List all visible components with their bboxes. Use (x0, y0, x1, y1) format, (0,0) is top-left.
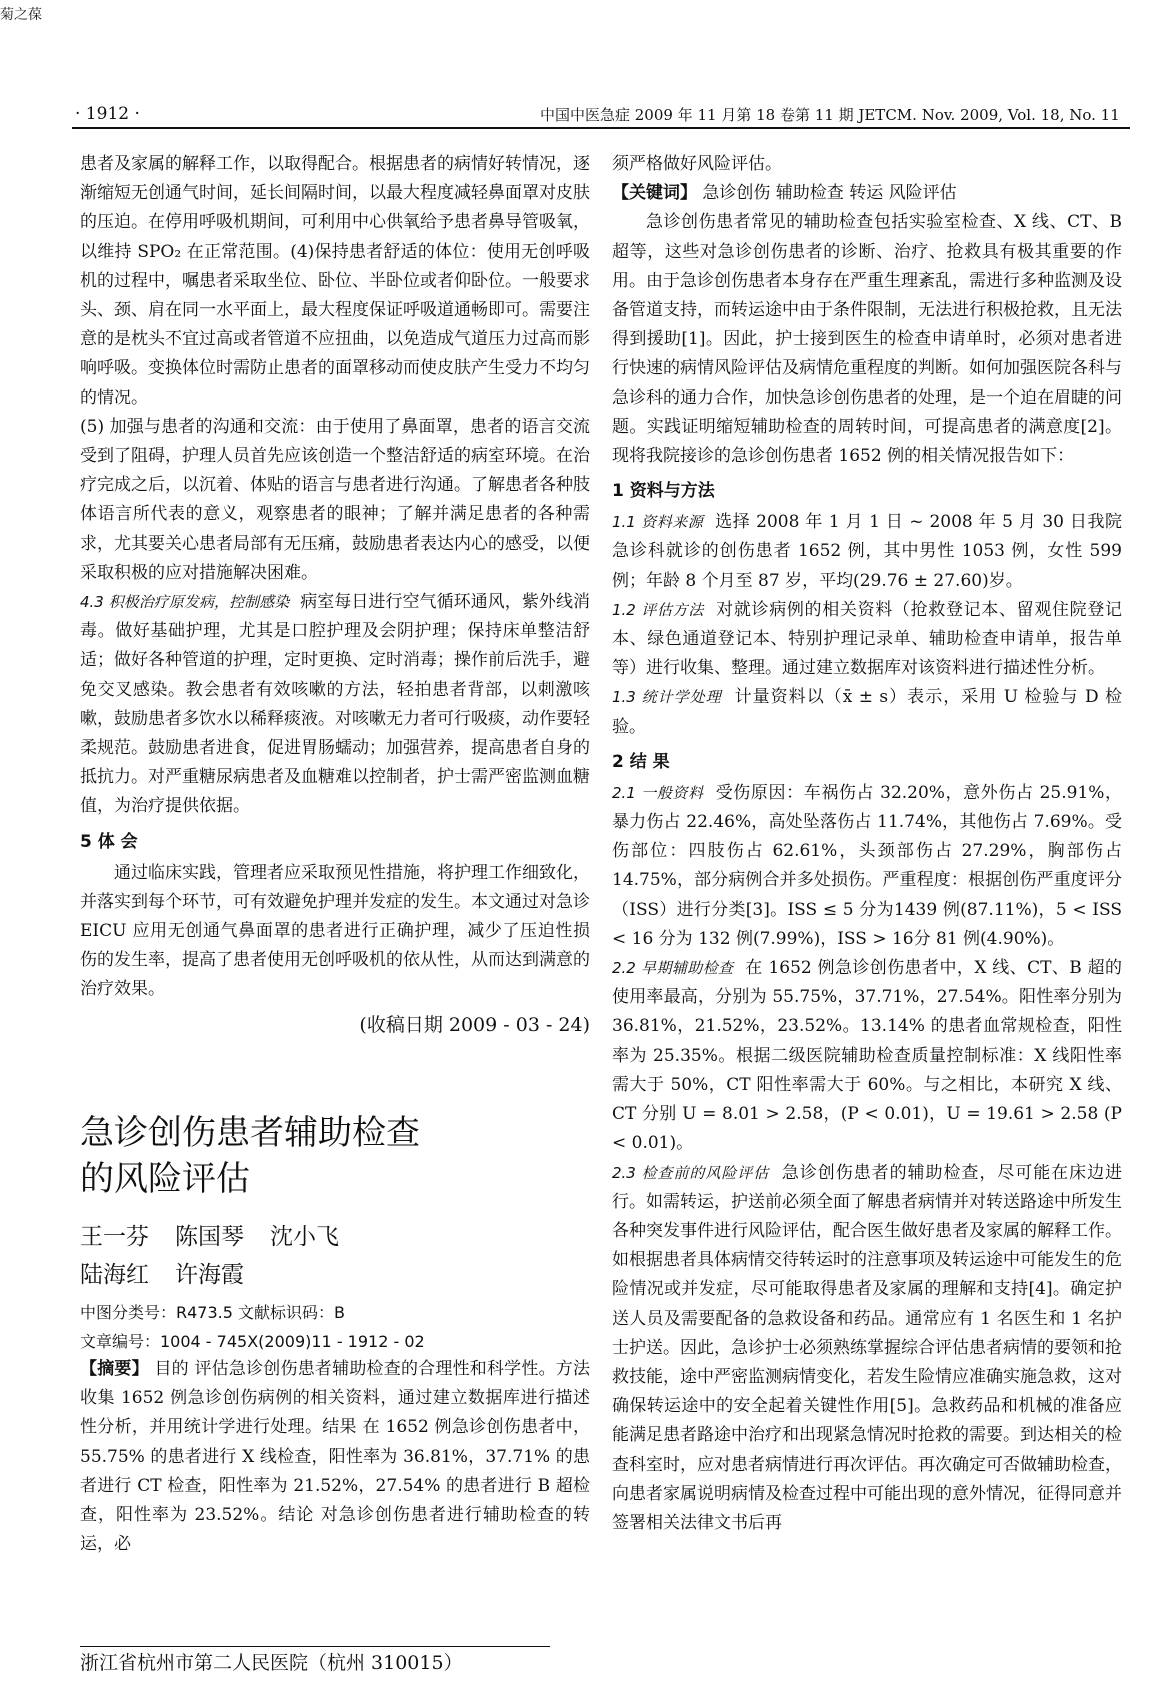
article-number: 文章编号：1004 - 745X(2009)11 - 1912 - 02 (80, 1332, 425, 1351)
section-2-1 (612, 779, 1122, 954)
section-1-2-body: 对就诊病例的相关资料（抢救登记本、留观住院登记本、绿色通道登记本、特别护理记录单、辅助检查申请单，报告单等）进行收集、整理。通过建立数据库对该资料进行描述性分析。 (612, 599, 1123, 679)
left-paragraph-1: 患者及家属的解释工作，以取得配合。根据患者的病情好转情况，逐渐缩短无创通气时间，延长间隔时间，以最大程度减轻鼻面罩对皮肤的压迫。在停用呼吸机期间，可利用中心供氧给予患者鼻导管吸氧，以维持 SPO₂ 在正常范围。(4)保持患者舒适的体位：使用无创呼吸机的过程中，嘱患者采取坐位、卧位、半卧位或者仰卧位。一般要求头、颈、肩在同一水平面上，最大程度保证呼吸道通畅即可。需要注意的是枕头不宜过高或者管道不应扭曲，以免造成气道压力过高而影响呼吸。变换体位时需防止患者的面罩移动而使皮肤产生受力不均匀的情况。 (80, 154, 590, 408)
clc-number: 中图分类号：R473.5 文献标识码：B (80, 1303, 345, 1322)
right-column (612, 150, 1122, 1538)
article-meta (80, 1298, 580, 1356)
section-1-3 (612, 683, 1122, 741)
author-4: 陆海红 (80, 1262, 149, 1288)
abstract-paragraph (80, 1355, 590, 1559)
abstract-continuation: 须严格做好风险评估。 (612, 154, 782, 174)
section-1-2 (612, 596, 1122, 684)
author-3: 沈小飞 (270, 1224, 339, 1250)
section-2-1-heading: 2.1 一般资料 (612, 783, 704, 802)
received-date: (收稿日期 2009 - 03 - 24) (359, 1013, 590, 1036)
abstract-label: 【摘要】 (80, 1359, 149, 1379)
section-4-3-heading: 4.3 积极治疗原发病，控制感染 (80, 593, 290, 612)
section-1-2-heading: 1.2 评估方法 (612, 600, 704, 619)
authors (80, 1218, 365, 1294)
author-5: 许海霞 (175, 1262, 244, 1288)
title-line-2: 的风险评估 (80, 1159, 250, 1199)
section-1-3-body: 计量资料以（x̄ ± s）表示，采用 U 检验与 D 检验。 (612, 687, 1123, 737)
affiliation: 浙江省杭州市第二人民医院（杭州 310015） (80, 1652, 463, 1674)
section-1-1-heading: 1.1 资料来源 (612, 513, 704, 532)
section-2-1-body: 受伤原因：车祸伤占 32.20%，意外伤占 25.91%，暴力伤占 22.46%，高处坠落伤占 11.74%，其他伤占 7.69%。受伤部位：四肢伤占 62.61%，头颈部伤占 27.29%，胸部伤占 14.75%，部分病例合并多处损伤。严重程度：根据创伤严重度评分（ISS）进行分类[3]。ISS ≤ 5 分为1439 例(87.11%)，5 < ISS < 16 分为 132 例(7.99%)，ISS > 16分 81 例(4.90%)。 (612, 782, 1123, 949)
section-1-1-body: 选择 2008 年 1 月 1 日 ~ 2008 年 5 月 30 日我院急诊科就诊的创伤患者 1652 例，其中男性 1053 例，女性 599 例；年龄 8 个月至 87 岁，平均(29.76 ± 27.60)岁。 (612, 512, 1122, 591)
article-title (80, 1110, 420, 1202)
footnote-rule (80, 1646, 550, 1647)
section-2-heading: 2 结 果 (612, 751, 670, 772)
section-2-3 (612, 1159, 1122, 1539)
section-1-heading: 1 资料与方法 (612, 481, 715, 502)
left-paragraph-2: (5) 加强与患者的沟通和交流：由于使用了鼻面罩，患者的语言交流受到了阻碍，护理人员首先应该创造一个整洁舒适的病室环境。在治疗完成之后，以沉着、体贴的语言与患者进行沟通。了解患者各种肢体语言所代表的意义，观察患者的眼神；了解并满足患者的各种需求，尤其要关心患者局部有无压痛，鼓励患者表达内心的感受，以便采取积极的应对措施解决困难。 (80, 416, 590, 583)
title-line-1: 急诊创伤患者辅助检查 (80, 1113, 420, 1153)
section-2-3-heading: 2.3 检查前的风险评估 (612, 1163, 770, 1182)
section-2-3-body: 急诊创伤患者的辅助检查，尽可能在床边进行。如需转运，护送前必须全面了解患者病情并对转送路途中所发生各种突发事件进行风险评估，配合医生做好患者及家属的解释工作。如根据患者具体病情交待转运时的注意事项及转运途中可能发生的危险情况或并发症，尽可能取得患者及家属的理解和支持[4]。确定护送人员及需要配备的急救设备和药品。通常应有 1 名医生和 1 名护士护送。因此，急诊护士必须熟练掌握综合评估患者病情的要领和抢救技能，途中严密监测病情变化，若发生险情应准确实施急救，这对确保转运途中的安全起着关键性作用[5]。急救药品和机械的准备应能满足患者路途中治疗和出现紧急情况时抢救的需要。到达相关的检查科室时，应对患者病情进行再次评估。再次确定可否做辅助检查，向患者家属说明病情及检查过程中可能出现的意外情况，征得同意并签署相关法律文书后再 (612, 1162, 1123, 1533)
header-rule (72, 127, 1130, 129)
section-5-heading: 5 体 会 (80, 831, 138, 852)
keywords-label: 【关键词】 (612, 183, 697, 204)
left-paragraph-3 (80, 588, 590, 822)
author-2: 陈国琴 (175, 1224, 244, 1250)
page-number: · 1912 · (75, 104, 140, 124)
section-1-3-heading: 1.3 统计学处理 (612, 688, 722, 707)
keywords (612, 179, 1122, 208)
abstract (80, 1355, 590, 1559)
running-head: 中国中医急症 2009 年 11 月第 18 卷第 11 期 JETCM. Nov. 2009, Vol. 18, No. 11 (540, 106, 1120, 124)
left-column (80, 150, 590, 1040)
section-1-1 (612, 508, 1122, 596)
left-paragraph-5: 通过临床实践，管理者应采取预见性措施，将护理工作细致化，并落实到每个环节，可有效避免护理并发症的发生。本文通过对急诊 EICU 应用无创通气鼻面罩的患者进行正确护理，减少了压迫性损伤的发生率，提高了患者使用无创呼吸机的依从性，从而达到满意的治疗效果。 (80, 862, 590, 1000)
section-2-2-heading: 2.2 早期辅助检查 (612, 959, 734, 978)
author-1: 王一芬 (80, 1224, 149, 1250)
keywords-text: 急诊创伤 辅助检查 转运 风险评估 (702, 183, 957, 204)
section-4-3-body: 病室每日进行空气循环通风，紫外线消毒。做好基础护理，尤其是口腔护理及会阴护理；保持床单整洁舒适；做好各种管道的护理，定时更换、定时消毒；操作前后洗手，避免交叉感染。教会患者有效咳嗽的方法，轻拍患者背部，以刺激咳嗽，鼓励患者多饮水以稀释痰液。对咳嗽无力者可行吸痰，动作要轻柔规范。鼓励患者进食，促进胃肠蠕动；加强营养，提高患者自身的抵抗力。对严重糖尿病患者及血糖难以控制者，护士需严密监测血糖值，为治疗提供依据。 (80, 592, 591, 817)
section-2-2-body: 在 1652 例急诊创伤患者中，X 线、CT、B 超的使用率最高，分别为 55.75%，37.71%，27.54%。阳性率分别为 36.81%，21.52%，23.52%。13.14% 的患者血常规检查，阳性率为 25.35%。根据二级医院辅助检查质量控制标准：X 线阳性率需大于 50%，CT 阳性率需大于 60%。与之相比，本研究 X 线、CT 分别 U = 8.01 > 2.58，(P < 0.01)，U = 19.61 > 2.58 (P < 0.01)。 (612, 958, 1123, 1154)
intro-paragraph: 急诊创伤患者常见的辅助检查包括实验室检查、X 线、CT、B 超等，这些对急诊创伤患者的诊断、治疗、抢救具有极其重要的作用。由于急诊创伤患者本身存在严重生理紊乱，需进行多种监测及设备管道支持，而转运途中由于条件限制，无法进行积极抢救，且无法得到援助[1]。因此，护士接到医生的检查申请单时，必须对患者进行快速的病情风险评估及病情危重程度的判断。如何加强医院各科与急诊科的通力合作，加快急诊创伤患者的处理，是一个迫在眉睫的问题。实践证明缩短辅助检查的周转时间，可提高患者的满意度[2]。现将我院接诊的急诊创伤患者 1652 例的相关情况报告如下： (612, 212, 1122, 467)
abstract-text: 目的 评估急诊创伤患者辅助检查的合理性和科学性。方法 收集 1652 例急诊创伤病例的相关资料，通过建立数据库进行描述性分析，并用统计学进行处理。结果 在 1652 例急诊创伤患者中，55.75% 的患者进行 X 线检查，阳性率为 36.81%，37.71% 的患者进行 CT 检查，阳性率为 21.52%，27.54% 的患者进行 B 超检查，阳性率为 23.52%。结论 对急诊创伤患者进行辅助检查的转运，必 (80, 1359, 591, 1555)
section-2-2 (612, 954, 1122, 1158)
watermark: 菊之葆 (0, 7, 42, 23)
